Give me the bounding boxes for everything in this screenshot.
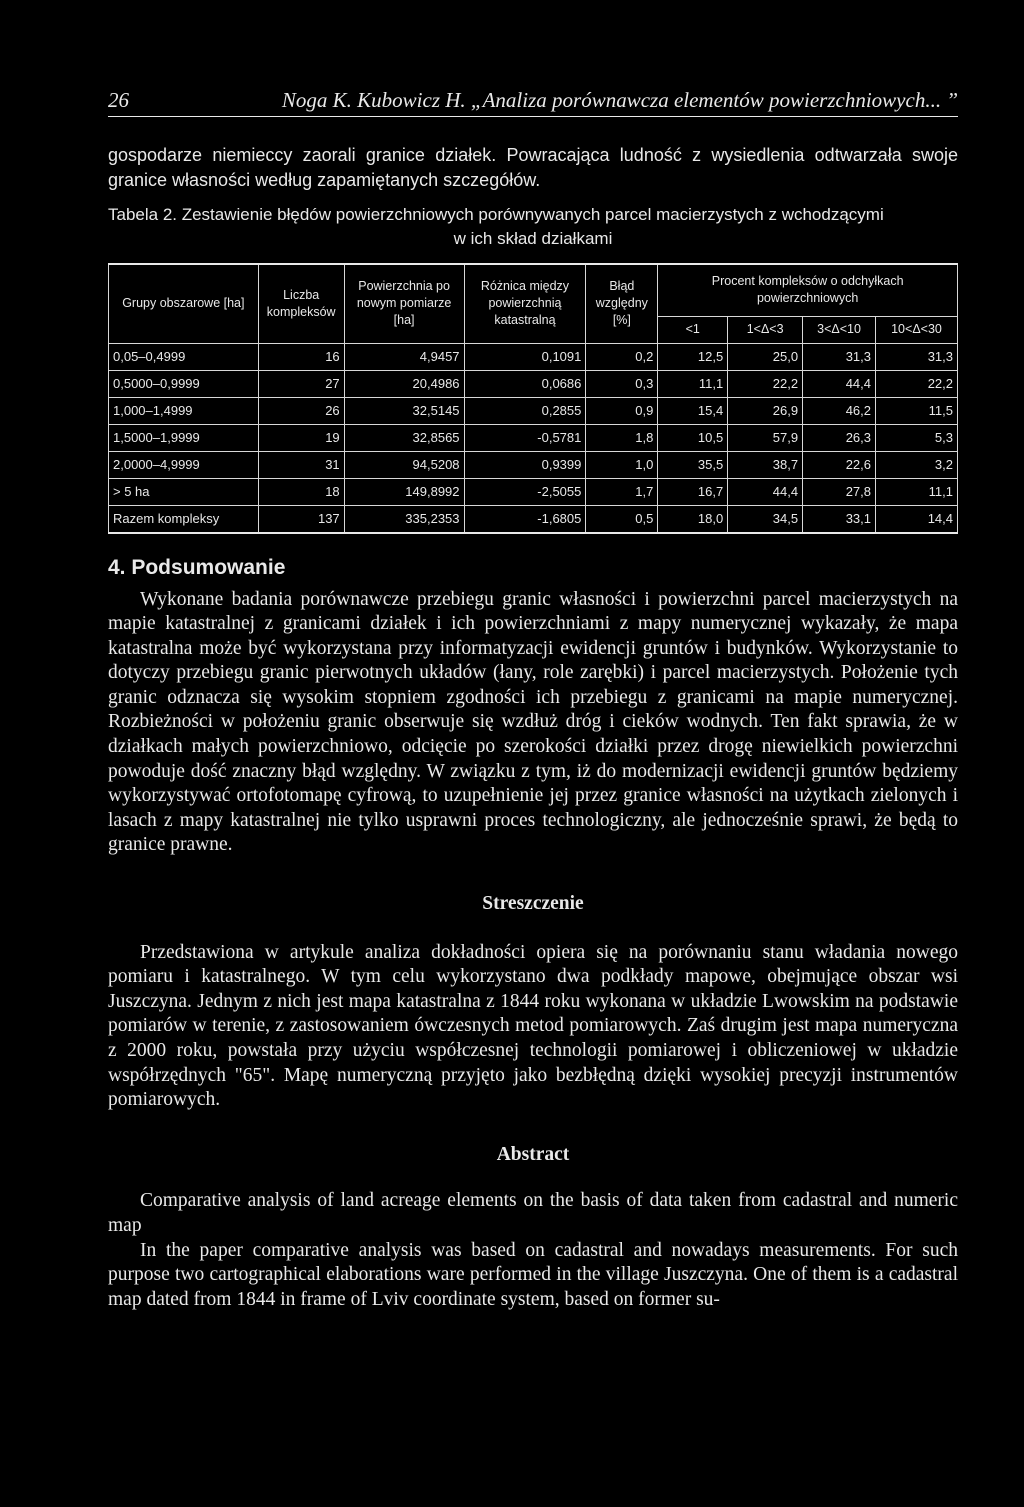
table-cell: 44,4	[803, 370, 876, 397]
table-cell: 16	[258, 343, 344, 370]
table-cell: 38,7	[728, 451, 803, 478]
header-group: Grupy obszarowe [ha]	[109, 264, 259, 343]
table-cell: 22,2	[728, 370, 803, 397]
table-cell: 32,5145	[344, 397, 464, 424]
table-row	[109, 343, 958, 370]
table-cell: 35,5	[658, 451, 728, 478]
table-cell: 1,0	[586, 451, 658, 478]
table-cell: 19	[258, 424, 344, 451]
table-cell: 10,5	[658, 424, 728, 451]
table-cell: 31	[258, 451, 344, 478]
table-row	[109, 451, 958, 478]
header-sub-4: 10<Δ<30	[876, 316, 958, 343]
table-cell: 18,0	[658, 505, 728, 533]
table-cell: 11,1	[658, 370, 728, 397]
table-cell: 0,9	[586, 397, 658, 424]
page-number: 26	[108, 88, 129, 112]
table-cell: 5,3	[876, 424, 958, 451]
table-cell: 33,1	[803, 505, 876, 533]
table-cell: -2,5055	[464, 478, 586, 505]
table-cell: 44,4	[728, 478, 803, 505]
abstract-body: In the paper comparative analysis was based on cadastral and nowadays measurements. For such purpose two cartographical elaborations ware performed in the village Juszczyna. One of them is a cadastral map dated from 1844 in frame of Lviv coordinate system, based on former su-	[108, 1239, 958, 1310]
table-cell: 20,4986	[344, 370, 464, 397]
table-cell: 0,05–0,4999	[109, 343, 259, 370]
table-cell: > 5 ha	[109, 478, 259, 505]
table-cell: 12,5	[658, 343, 728, 370]
table-cell: -0,5781	[464, 424, 586, 451]
table-cell: 335,2353	[344, 505, 464, 533]
table-row	[109, 478, 958, 505]
table-row	[109, 397, 958, 424]
summary-heading: 4. Podsumowanie	[108, 555, 286, 579]
table-cell: 22,6	[803, 451, 876, 478]
table-cell: 0,5000–0,9999	[109, 370, 259, 397]
abstract-title-line: Comparative analysis of land acreage elements on the basis of data taken from cadastral and numeric map	[108, 1190, 958, 1236]
table-cell: 14,4	[876, 505, 958, 533]
table-cell: 4,9457	[344, 343, 464, 370]
table-cell: -1,6805	[464, 505, 586, 533]
table-cell: 46,2	[803, 397, 876, 424]
streszczenie-heading: Streszczenie	[482, 893, 584, 915]
header-area: Powierzchnia po nowym pomiarze [ha]	[344, 264, 464, 343]
table-cell: 149,8992	[344, 478, 464, 505]
header-sub-1: <1	[658, 316, 728, 343]
table-cell: 1,5000–1,9999	[109, 424, 259, 451]
table-cell: 26,9	[728, 397, 803, 424]
table-cell: 26	[258, 397, 344, 424]
table-cell: 25,0	[728, 343, 803, 370]
table-cell: 11,1	[876, 478, 958, 505]
table-cell: 18	[258, 478, 344, 505]
table-cell: 0,5	[586, 505, 658, 533]
table-caption-line2: w ich skład działkami	[453, 229, 613, 248]
table-cell: 3,2	[876, 451, 958, 478]
summary-body: Wykonane badania porównawcze przebiegu granic własności i powierzchni parcel macierzystych na mapie katastralnej z granicami działek i ich powierzchniami z mapy numerycznej wykazały, że mapa katastralna może być wykorzystana przy informatyzacji ewidencji gruntów i budynków. Wykorzystanie to dotyczy przebiegu granic pierwotnych układów (łany, role zarębki) i parcel macierzystych. Położenie tych granic odznacza się wysokim stopniem zgodności ich przebiegu z granicami na mapie numerycznej. Rozbieżności w położeniu granic obserwuje się wzdłuż dróg i cieków wodnych. Ten fakt sprawia, że w działkach małych powierzchniowo, odcięcie po szerokości działki przez drogę niewielkich powierzchni powoduje dość znaczny błąd względny. W związku z tym, iż do modernizacji ewidencji gruntów będziemy wykorzystywać ortofotomapę cyfrową, to uzupełnienie jej przez granice własności na użytkach zielonych i lasach z mapy katastralnej nie tylko usprawni proces technologiczny, ale jednocześnie sprawi, że będą to granice prawne.	[108, 588, 958, 856]
table-cell: 16,7	[658, 478, 728, 505]
table-cell: 32,8565	[344, 424, 464, 451]
table-cell: 31,3	[876, 343, 958, 370]
table-cell: 31,3	[803, 343, 876, 370]
table-cell: Razem kompleksy	[109, 505, 259, 533]
document-page	[108, 88, 958, 1312]
table-body	[109, 343, 958, 533]
header-difference: Różnica między powierzchnią katastralną	[464, 264, 586, 343]
table-row	[109, 424, 958, 451]
table-cell: 15,4	[658, 397, 728, 424]
table-cell: 1,000–1,4999	[109, 397, 259, 424]
table-cell: 11,5	[876, 397, 958, 424]
table-cell: 22,2	[876, 370, 958, 397]
table-cell: 0,2	[586, 343, 658, 370]
table-caption	[108, 203, 958, 251]
table-cell: 0,3	[586, 370, 658, 397]
table-cell: 26,3	[803, 424, 876, 451]
table-cell: 137	[258, 505, 344, 533]
header-error: Błąd względny [%]	[586, 264, 658, 343]
table-cell: 94,5208	[344, 451, 464, 478]
table-cell: 34,5	[728, 505, 803, 533]
table-row	[109, 370, 958, 397]
header-percent-group: Procent kompleksów o odchyłkach powierzchniowych	[658, 264, 958, 316]
table-cell: 0,0686	[464, 370, 586, 397]
table-cell: 1,7	[586, 478, 658, 505]
streszczenie-body: Przedstawiona w artykule analiza dokładności opiera się na porównaniu stanu władania nowego pomiaru i katastralnego. W tym celu wykorzystano dwa podkłady mapowe, obejmujące obszar wsi Juszczyna. Jednym z nich jest mapa katastralna z 1844 roku wykonana w układzie Lwowskim na podstawie pomiarów w terenie, z zastosowaniem ówczesnych metod pomiarowych. Zaś drugim jest mapa numeryczna z 2000 roku, powstała przy użyciu współczesnej technologii pomiarowej i obliczeniowej w układzie współrzędnych "65". Mapę numeryczną przyjęto jako bezbłędną dzięki wysokiej precyzji instrumentów pomiarowych.	[108, 941, 958, 1111]
table-cell: 0,2855	[464, 397, 586, 424]
header-sub-2: 1<Δ<3	[728, 316, 803, 343]
table-row	[109, 505, 958, 533]
running-title: Noga K. Kubowicz H. „Analiza porównawcza elementów powierzchniowych... ”	[281, 88, 958, 112]
table-cell: 2,0000–4,9999	[109, 451, 259, 478]
intro-paragraph: gospodarze niemieccy zaorali granice działek. Powracająca ludność z wysiedlenia odtwarzała swoje granice własności według zapamiętanych szczegółów.	[108, 145, 958, 190]
abstract-heading: Abstract	[496, 1143, 570, 1165]
table-caption-line1: Tabela 2. Zestawienie błędów powierzchniowych porównywanych parcel macierzystych z wchodzącymi	[108, 205, 884, 224]
header-count: Liczba kompleksów	[258, 264, 344, 343]
table-cell: 0,9399	[464, 451, 586, 478]
table-cell: 0,1091	[464, 343, 586, 370]
table-cell: 27	[258, 370, 344, 397]
table-cell: 1,8	[586, 424, 658, 451]
table-cell: 57,9	[728, 424, 803, 451]
running-header	[108, 88, 958, 117]
table-cell: 27,8	[803, 478, 876, 505]
header-sub-3: 3<Δ<10	[803, 316, 876, 343]
error-table	[108, 263, 958, 534]
